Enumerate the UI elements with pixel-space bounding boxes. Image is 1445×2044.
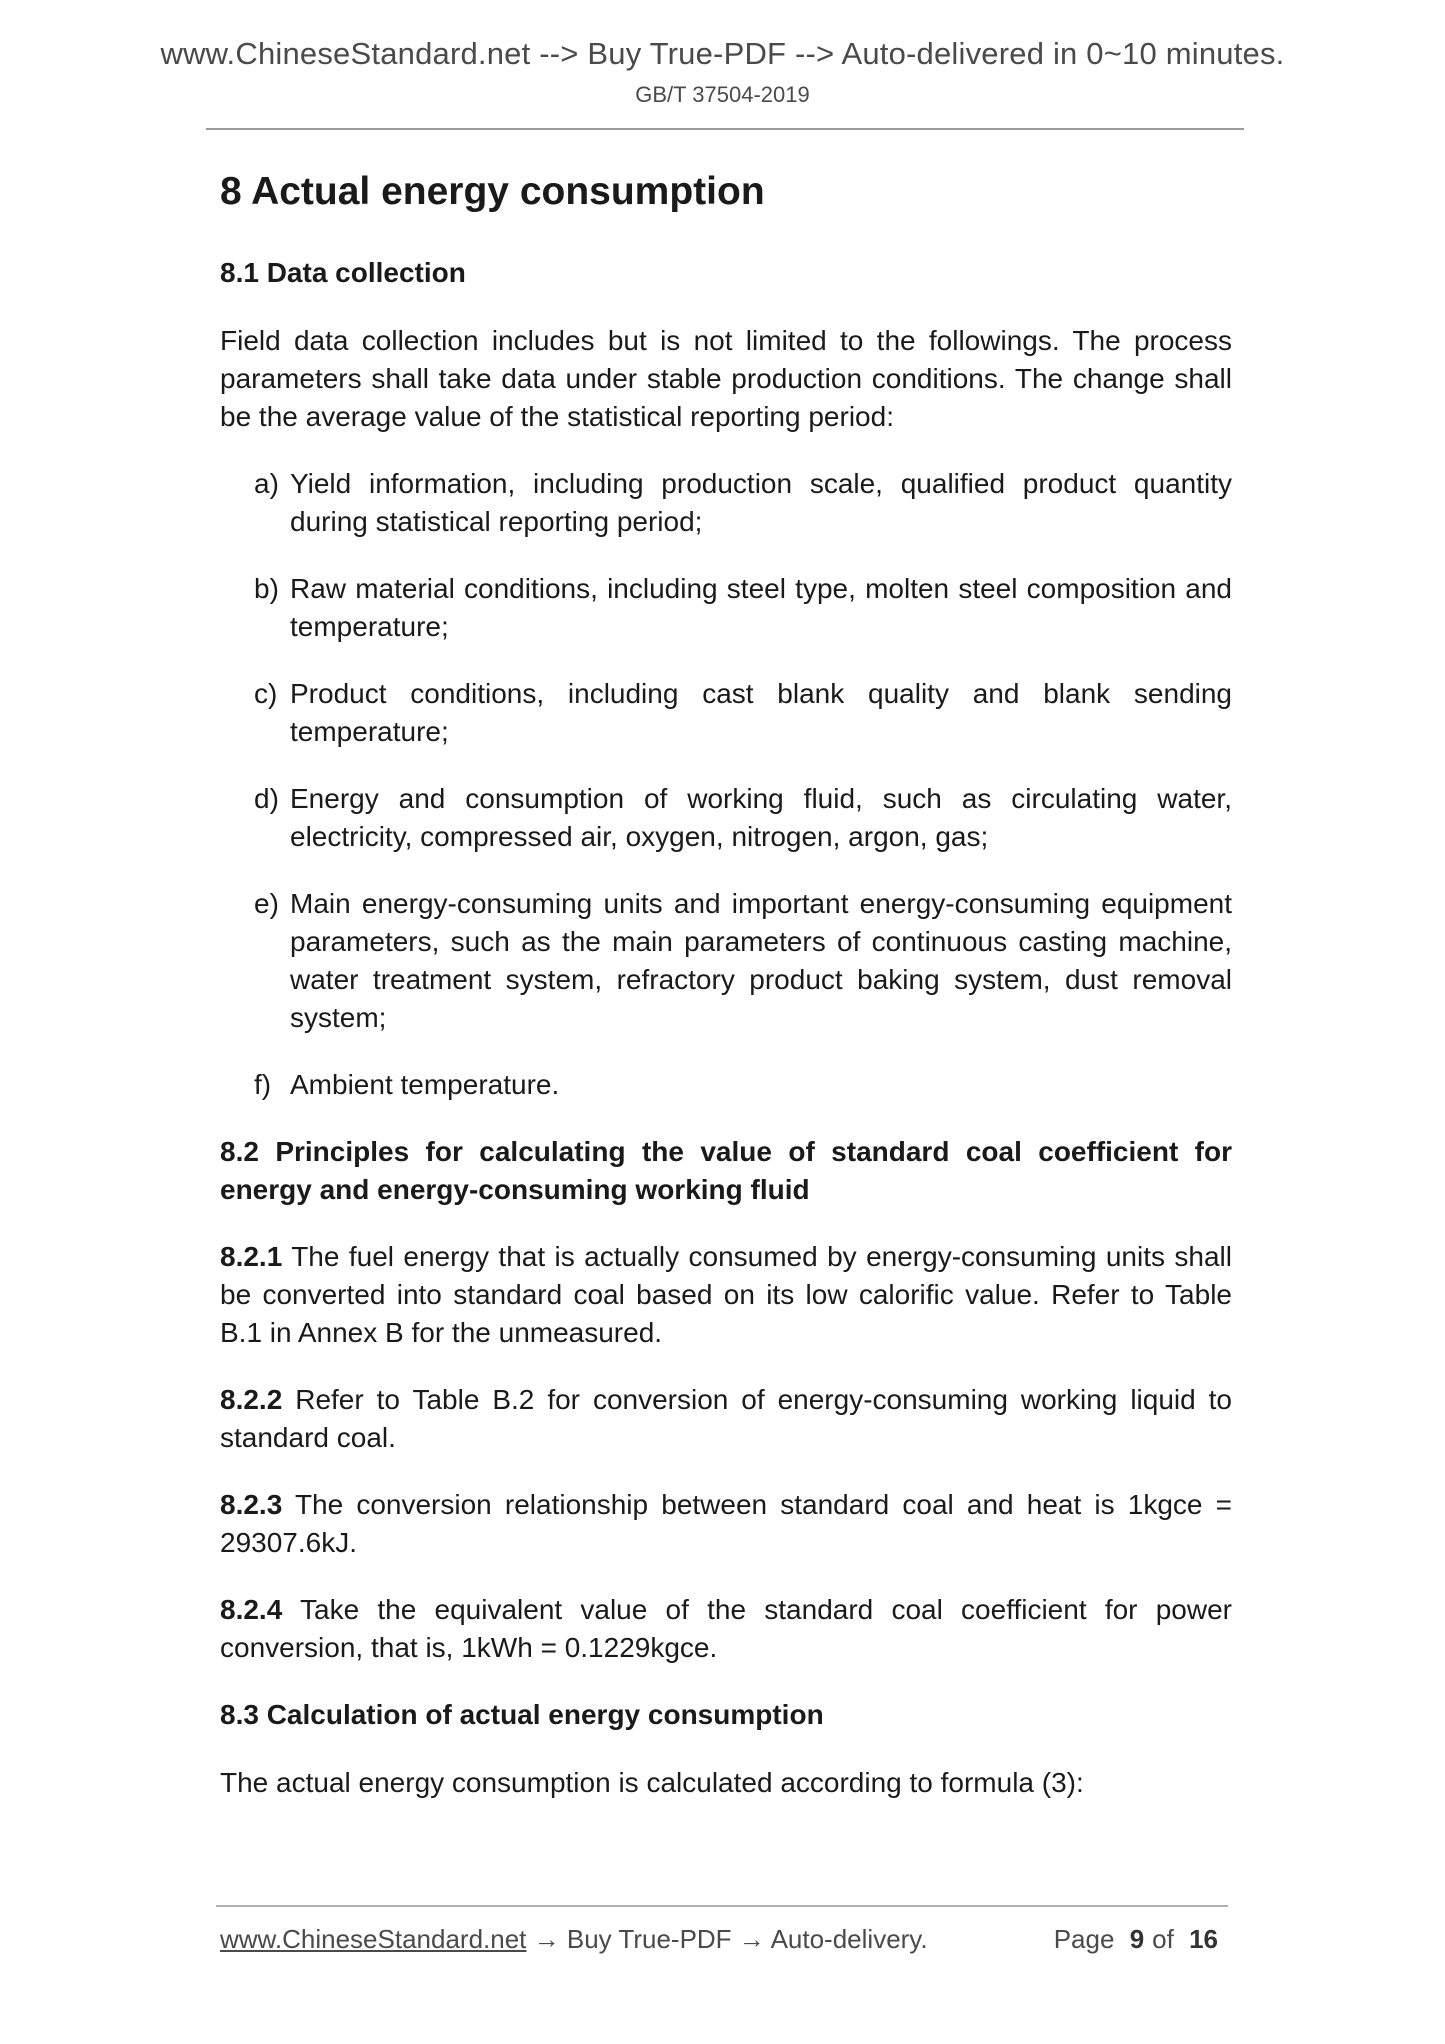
list-item-b — [254, 570, 1232, 646]
footer-divider — [216, 1905, 1228, 1907]
total-pages: 16 — [1189, 1924, 1218, 1954]
standard-code: GB/T 37504-2019 — [635, 82, 810, 107]
of-label: of — [1152, 1924, 1174, 1954]
list-item-text: Energy and consumption of working fluid, such as circulating water, electricity, compressed air, oxygen, nitrogen, argon, gas; — [290, 782, 1232, 852]
page-footer — [220, 1924, 1230, 1955]
clause-number: 8.2.2 — [220, 1384, 283, 1416]
section-title: 8 Actual energy consumption — [220, 170, 765, 213]
clause-number: 8.2.3 — [220, 1489, 283, 1521]
clause-text: Refer to Table B.2 for conversion of energy-consuming working liquid to standard coal. — [220, 1384, 1233, 1454]
list-item-text: Raw material conditions, including steel type, molten steel composition and temperature; — [290, 572, 1232, 642]
list-marker: e) — [254, 887, 279, 919]
list-item-text: Ambient temperature. — [290, 1068, 560, 1100]
list-item-text: Main energy-consuming units and important energy-consuming equipment parameters, such as the main parameters of continuous casting machine, water treatment system, refractory product baking system, dust removal system; — [290, 887, 1232, 1033]
page-number: 9 — [1129, 1924, 1145, 1954]
header-divider — [206, 128, 1244, 130]
heading-8-3: 8.3 Calculation of actual energy consumption — [220, 1699, 824, 1731]
clause-8-2-1 — [220, 1238, 1232, 1352]
list-marker: d) — [254, 782, 279, 814]
list-item-f — [254, 1066, 1232, 1104]
clause-8-2-4 — [220, 1591, 1232, 1667]
clause-8-2-3 — [220, 1486, 1232, 1562]
list-item-a — [254, 465, 1232, 541]
page-indicator — [1054, 1924, 1226, 1955]
heading-8-1: 8.1 Data collection — [220, 257, 466, 288]
list-marker: b) — [254, 572, 279, 604]
footer-link[interactable]: www.ChineseStandard.net — [220, 1924, 527, 1954]
clause-text: The conversion relationship between standard coal and heat is 1kgce = 29307.6kJ. — [220, 1489, 1232, 1559]
list-item-e — [254, 885, 1232, 1037]
clause-number: 8.2.1 — [220, 1241, 283, 1273]
list-item-text: Yield information, including production scale, qualified product quantity during statistical reporting period; — [290, 467, 1232, 537]
document-body — [220, 170, 1232, 1831]
clause-text: Take the equivalent value of the standard coal coefficient for power conversion, that is, 1kWh = 0.1229kgce. — [220, 1594, 1232, 1664]
page-label: Page — [1053, 1924, 1115, 1954]
heading-8-2: 8.2 Principles for calculating the value of standard coal coefficient for energy and energy-consuming working fluid — [220, 1135, 1232, 1205]
clause-text: The fuel energy that is actually consumed by energy-consuming units shall be converted into standard coal based on its low calorific value. Refer to Table B.1 in Annex B for the unmeasured. — [220, 1241, 1232, 1349]
formula-intro: The actual energy consumption is calculated according to formula (3): — [220, 1767, 1084, 1799]
list-item-c — [254, 675, 1232, 751]
clause-8-2-2 — [220, 1381, 1232, 1457]
list-marker: f) — [254, 1068, 272, 1100]
list-item-text: Product conditions, including cast blank quality and blank sending temperature; — [290, 677, 1232, 747]
footer-tail: → Buy True-PDF → Auto-delivery. — [526, 1924, 928, 1954]
list-marker: a) — [254, 467, 279, 499]
intro-paragraph: Field data collection includes but is not limited to the followings. The process parameters shall take data under stable production conditions. The change shall be the average value of the statistical reporting period: — [220, 324, 1232, 432]
header-banner: www.ChineseStandard.net --> Buy True-PDF --> Auto-delivered in 0~10 minutes. — [160, 36, 1285, 71]
list-marker: c) — [254, 677, 278, 709]
clause-number: 8.2.4 — [220, 1594, 283, 1626]
list-item-d — [254, 780, 1232, 856]
